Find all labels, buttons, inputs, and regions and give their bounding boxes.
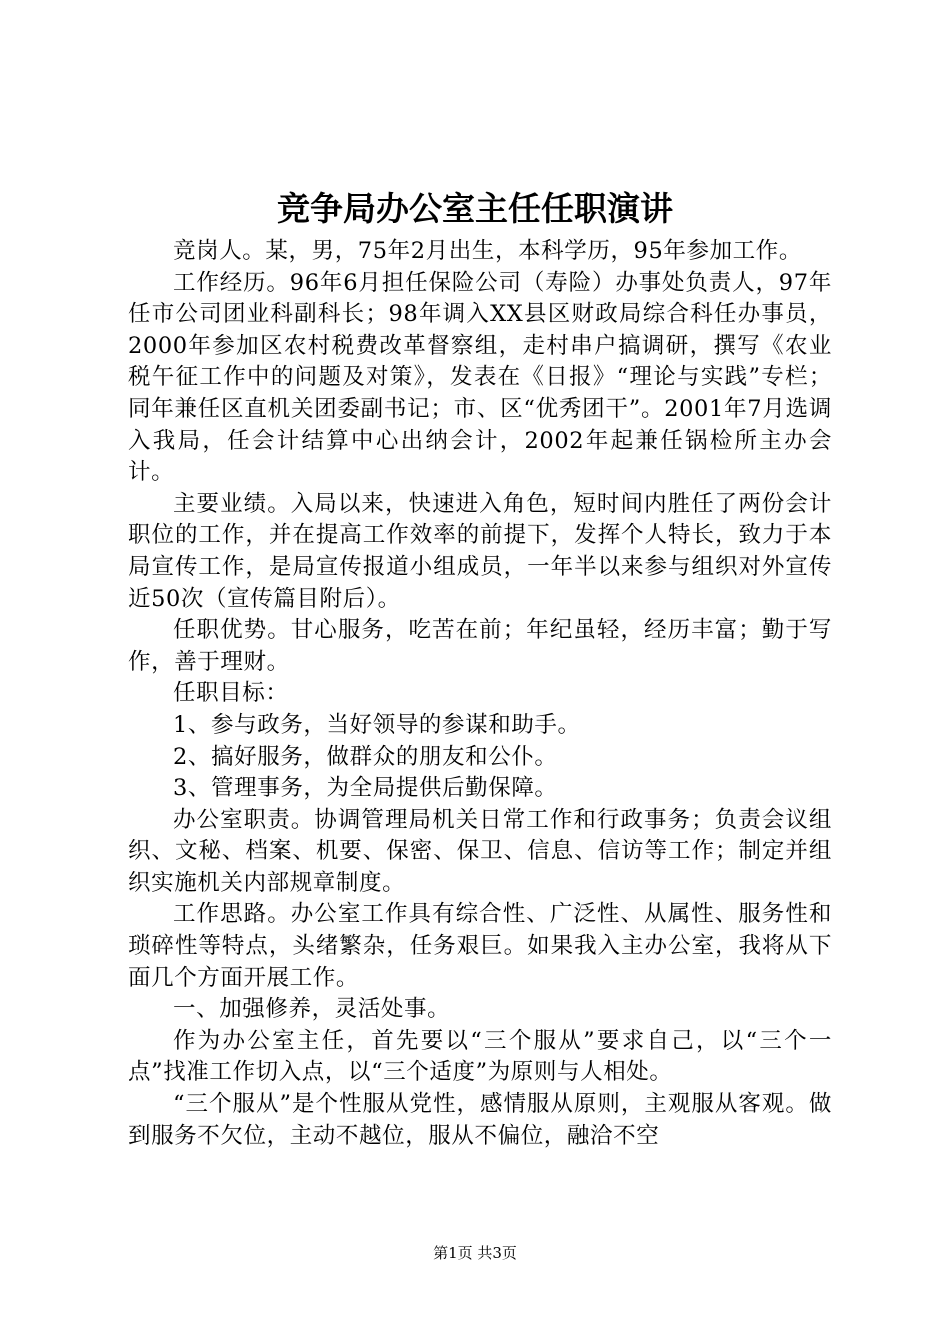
- paragraph-work-history: 工作经历。96年6月担任保险公司（寿险）办事处负责人，97年任市公司团业科副科长；98年调入XX县区财政局综合科任办事员，2000年参加区农村税费改革督察组，走村串户搞调研，撰写《农业税午征工作中的问题及对策》，发表在《日报》“理论与实践”专栏；同年兼任区直机关团委副书记；市、区“优秀团干”。2001年7月选调入我局，任会计结算中心出纳会计，2002年起兼任锅检所主办会计。: [128, 269, 832, 486]
- paragraph-achievements: 主要业绩。入局以来，快速进入角色，短时间内胜任了两份会计职位的工作，并在提高工作效率的前提下，发挥个人特长，致力于本局宣传工作，是局宣传报道小组成员，一年半以来参与组织对外宣传近50次（宣传篇目附后）。: [128, 490, 832, 612]
- paragraph-goal-1: 1、参与政务，当好领导的参谋和助手。: [173, 711, 581, 738]
- page-footer: 第1页 共3页: [433, 1244, 517, 1262]
- paragraph-goal-3: 3、管理事务，为全局提供后勤保障。: [173, 775, 558, 802]
- paragraph-candidate: 竞岗人。某，男，75年2月出生，本科学历，95年参加工作。: [173, 238, 802, 264]
- paragraph-section-one: 一、加强修养，灵活处事。: [173, 996, 451, 1023]
- paragraph-work-approach: 工作思路。办公室工作具有综合性、广泛性、从属性、服务性和琐碎性等特点，头绪繁杂，任务艰巨。如果我入主办公室，我将从下面几个方面开展工作。: [128, 901, 832, 991]
- paragraph-goals-heading: 任职目标：: [173, 680, 289, 707]
- document-title: 竞争局办公室主任任职演讲: [277, 189, 673, 228]
- document-body: [128, 236, 832, 1152]
- paragraph-advantages: 任职优势。甘心服务，吃苦在前；年纪虽轻，经历丰富；勤于写作，善于理财。: [128, 617, 832, 675]
- paragraph-three-obey: “三个服从”是个性服从党性，感情服从原则，主观服从客观。做到服务不欠位，主动不越位，服从不偏位，融洽不空: [128, 1091, 832, 1149]
- paragraph-office-duties: 办公室职责。协调管理局机关日常工作和行政事务；负责会议组织、文秘、档案、机要、保密、保卫、信息、信访等工作；制定并组织实施机关内部规章制度。: [128, 806, 832, 896]
- paragraph-goal-2: 2、搞好服务，做群众的朋友和公仆。: [173, 743, 558, 770]
- paragraph-section-one-intro: 作为办公室主任，首先要以“三个服从”要求自己，以“三个一点”找准工作切入点，以“三个适度”为原则与人相处。: [128, 1027, 832, 1086]
